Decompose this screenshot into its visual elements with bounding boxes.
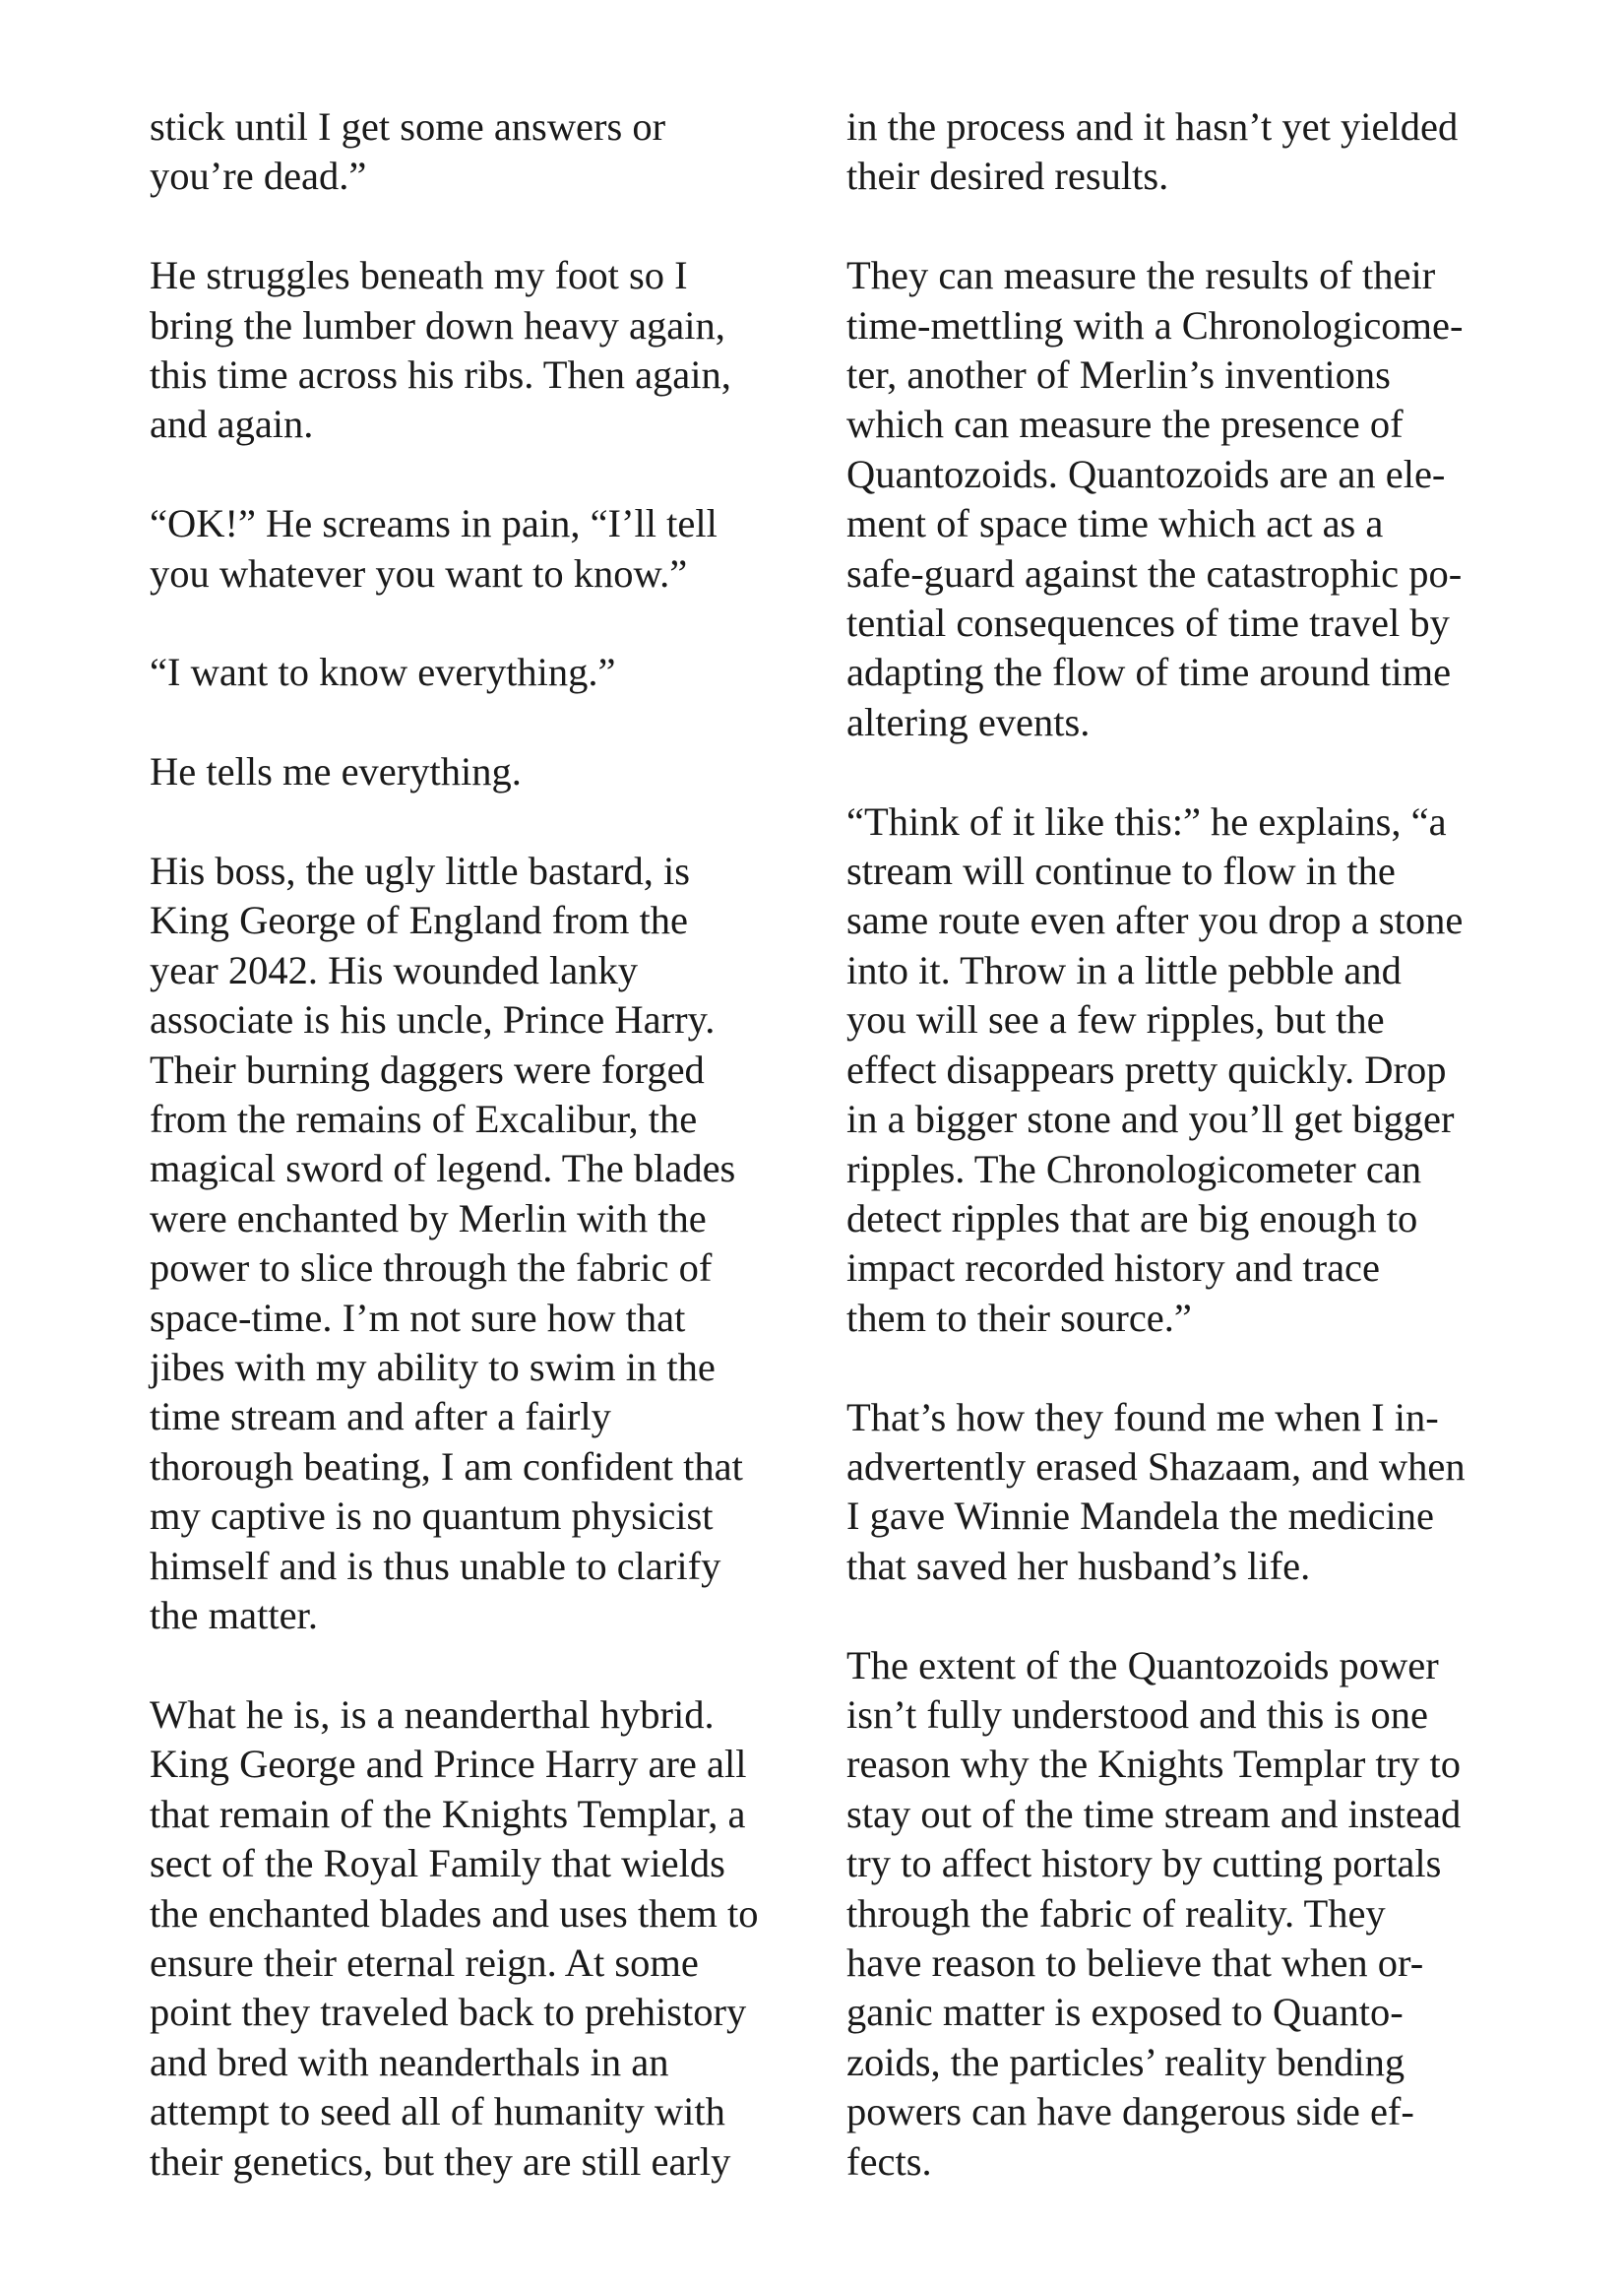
text-line: What he is, is a neanderthal hybrid. <box>150 1691 715 1737</box>
left-column <box>150 102 799 2236</box>
text-line: and bred with neanderthals in an <box>150 2039 669 2084</box>
text-line: the matter. <box>150 1593 318 1638</box>
paragraph <box>150 648 799 697</box>
paragraph <box>150 102 799 202</box>
text-line: They can measure the results of their <box>846 253 1436 298</box>
text-line: through the fabric of reality. They <box>846 1890 1386 1936</box>
text-line: jibes with my ability to swim in the <box>150 1345 716 1390</box>
text-line: that remain of the Knights Templar, a <box>150 1791 746 1836</box>
text-line: you’re dead.” <box>150 154 367 199</box>
text-line: year 2042. His wounded lanky <box>150 947 639 992</box>
paragraph <box>846 1641 1496 2187</box>
text-line: in the process and it hasn’t yet yielded <box>846 104 1459 149</box>
text-line: He tells me everything. <box>150 749 522 795</box>
text-line: “I want to know everything.” <box>150 650 616 695</box>
text-line: and again. <box>150 402 314 447</box>
text-line: point they traveled back to prehistory <box>150 1990 747 2035</box>
text-line: were enchanted by Merlin with the <box>150 1195 707 1240</box>
text-line: from the remains of Excalibur, the <box>150 1097 698 1142</box>
text-line: “Think of it like this:” he explains, “a <box>846 798 1447 844</box>
text-line: this time across his ribs. Then again, <box>150 352 731 398</box>
text-line: The extent of the Quantozoids power <box>846 1642 1439 1687</box>
text-line: ganic matter is exposed to Quanto- <box>846 1990 1404 2035</box>
text-line: That’s how they found me when I in- <box>846 1394 1439 1439</box>
text-line: time-mettling with a Chronologicome- <box>846 302 1464 348</box>
text-line: ripples. The Chronologicometer can <box>846 1146 1422 1191</box>
text-line: have reason to believe that when or- <box>846 1939 1424 1985</box>
text-line: impact recorded history and trace <box>846 1245 1381 1291</box>
text-line: the enchanted blades and uses them to <box>150 1890 759 1936</box>
text-line: that saved her husband’s life. <box>846 1543 1311 1588</box>
text-line: adapting the flow of time around time <box>846 650 1452 695</box>
text-line: try to affect history by cutting portals <box>846 1841 1442 1886</box>
text-line: you whatever you want to know.” <box>150 550 688 596</box>
paragraph <box>150 1690 799 2187</box>
text-line: power to slice through the fabric of <box>150 1245 713 1291</box>
text-line: safe-guard against the catastrophic po- <box>846 550 1463 596</box>
text-line: Quantozoids. Quantozoids are an ele- <box>846 451 1446 496</box>
text-line: attempt to seed all of humanity with <box>150 2089 725 2134</box>
text-line: in a bigger stone and you’ll get bigger <box>846 1097 1455 1142</box>
text-line: tential consequences of time travel by <box>846 601 1450 646</box>
text-line: my captive is no quantum physicist <box>150 1494 714 1539</box>
text-line: fects. <box>846 2138 932 2184</box>
text-line: stick until I get some answers or <box>150 104 666 149</box>
paragraph <box>846 797 1496 1343</box>
right-column <box>846 102 1496 2236</box>
text-line: stay out of the time stream and instead <box>846 1791 1462 1836</box>
paragraph <box>150 847 799 1641</box>
text-line: ter, another of Merlin’s inventions <box>846 352 1391 398</box>
text-line: bring the lumber down heavy again, <box>150 302 725 348</box>
paragraph <box>846 251 1496 747</box>
text-line: space-time. I’m not sure how that <box>150 1295 686 1340</box>
text-line: zoids, the particles’ reality bending <box>846 2039 1405 2084</box>
text-line: effect disappears pretty quickly. Drop <box>846 1047 1447 1092</box>
text-line: powers can have dangerous side ef- <box>846 2089 1414 2134</box>
text-line: into it. Throw in a little pebble and <box>846 947 1402 992</box>
text-line: isn’t fully understood and this is one <box>846 1691 1428 1737</box>
text-line: King George and Prince Harry are all <box>150 1742 747 1787</box>
paragraph <box>150 251 799 450</box>
text-line: Their burning daggers were forged <box>150 1047 705 1092</box>
text-line: same route even after you drop a stone <box>846 898 1464 943</box>
text-line: altering events. <box>846 699 1091 744</box>
text-line: ment of space time which act as a <box>846 501 1384 546</box>
paragraph <box>846 102 1496 202</box>
text-line: which can measure the presence of <box>846 402 1404 447</box>
text-line: ensure their eternal reign. At some <box>150 1939 699 1985</box>
text-line: advertently erased Shazaam, and when <box>846 1443 1466 1489</box>
paragraph <box>150 747 799 796</box>
text-line: their desired results. <box>846 154 1169 199</box>
text-line: magical sword of legend. The blades <box>150 1146 736 1191</box>
text-line: King George of England from the <box>150 898 688 943</box>
paragraph <box>150 499 799 599</box>
text-line: detect ripples that are big enough to <box>846 1195 1418 1240</box>
text-line: reason why the Knights Templar try to <box>846 1742 1462 1787</box>
text-line: you will see a few ripples, but the <box>846 997 1385 1043</box>
text-line: stream will continue to flow in the <box>846 849 1396 894</box>
paragraph <box>846 1393 1496 1592</box>
text-line: “OK!” He screams in pain, “I’ll tell <box>150 501 718 546</box>
text-line: himself and is thus unable to clarify <box>150 1543 721 1588</box>
text-line: time stream and after a fairly <box>150 1394 611 1439</box>
text-line: I gave Winnie Mandela the medicine <box>846 1494 1435 1539</box>
text-line: He struggles beneath my foot so I <box>150 253 688 298</box>
text-line: sect of the Royal Family that wields <box>150 1841 725 1886</box>
text-line: associate is his uncle, Prince Harry. <box>150 997 716 1043</box>
text-line: them to their source.” <box>846 1295 1192 1340</box>
text-line: His boss, the ugly little bastard, is <box>150 849 690 894</box>
text-line: thorough beating, I am confident that <box>150 1443 743 1489</box>
text-line: their genetics, but they are still early <box>150 2138 731 2184</box>
